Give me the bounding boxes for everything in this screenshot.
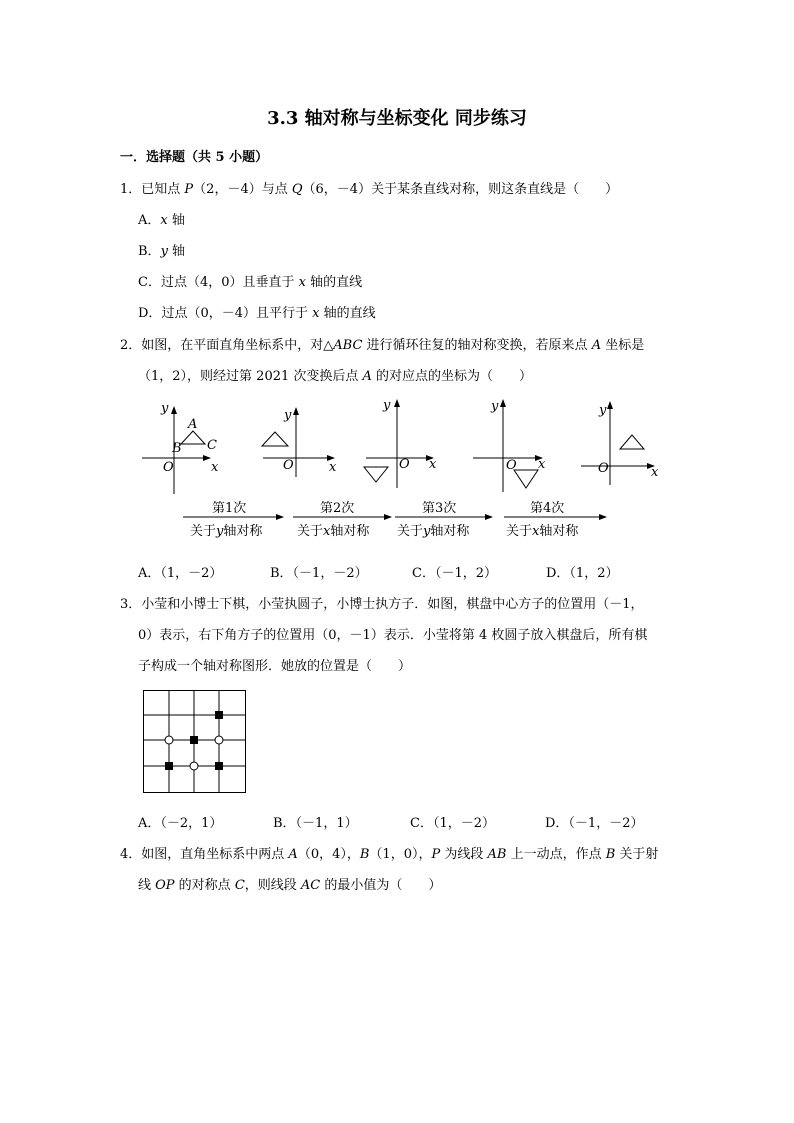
q2-text-c: 坐标是 — [601, 338, 645, 353]
rule-axis: y — [216, 524, 224, 539]
option-var: y — [160, 244, 168, 259]
round-piece — [215, 736, 223, 744]
q1-point-p: P — [184, 182, 194, 197]
point-b-label: B — [172, 441, 182, 456]
q2-option-a[interactable]: A．（1，－2） — [138, 566, 223, 581]
origin-label: O — [163, 460, 174, 475]
step-3-rule — [397, 523, 470, 539]
step-2-count: 第2次 — [320, 501, 355, 516]
coordinate-graph-3 — [364, 400, 433, 488]
q2-text-a: 如图，在平面直角坐标系中，对△ — [141, 338, 334, 353]
q3-option-d[interactable]: D．（－1，－2） — [545, 816, 644, 831]
rule-axis: x — [532, 524, 540, 539]
square-piece — [215, 711, 223, 719]
rule-axis: y — [423, 524, 431, 539]
q4-text-e: 上一动点，作点 — [506, 847, 606, 862]
square-piece-center — [190, 736, 198, 744]
option-text: 轴 — [167, 244, 186, 259]
point-c-label: C — [207, 438, 217, 453]
step-4-count: 第4次 — [530, 501, 565, 516]
q2-text-d: （1，2），则经过第 2021 次变换后点 — [138, 369, 363, 384]
q4-line-2 — [138, 874, 441, 893]
triangle-step-1 — [262, 432, 288, 446]
q2-point-a: A — [591, 338, 602, 353]
origin-label: O — [598, 461, 609, 476]
q1-option-a[interactable] — [138, 209, 185, 228]
q4-text-g: 线 — [138, 878, 156, 893]
q4-point-b: B — [359, 847, 370, 862]
q2-option-d[interactable]: D．（1，2） — [546, 566, 619, 581]
question-3 — [120, 593, 644, 612]
q4-point-b2: B — [605, 847, 616, 862]
point-a-label: A — [188, 417, 198, 432]
rule-post: 轴对称 — [223, 524, 263, 539]
q2-text-b: 进行循环往复的轴对称变换，若原来点 — [362, 338, 592, 353]
page-title: 3.3 轴对称与坐标变化 同步练习 — [267, 108, 527, 129]
q1-option-b[interactable] — [138, 240, 185, 259]
x-axis-label: x — [329, 460, 337, 475]
y-axis-label: y — [491, 399, 499, 414]
q4-point-c: C — [234, 878, 245, 893]
section-heading: 一．选择题（共 5 小题） — [120, 150, 269, 165]
q4-number: 4． — [120, 847, 142, 862]
q2-option-b[interactable]: B．（－1，－2） — [270, 566, 368, 581]
q4-text-b: （0，4）， — [297, 847, 360, 862]
rule-pre: 关于 — [190, 524, 217, 539]
coordinate-graph-4 — [473, 400, 542, 492]
round-piece — [165, 736, 173, 744]
q4-point-a: A — [288, 847, 298, 862]
question-4 — [120, 843, 658, 862]
round-piece — [190, 762, 198, 770]
q4-text-c: （1，0）， — [369, 847, 432, 862]
q4-segment-ab: AB — [487, 847, 507, 862]
triangle-abc — [181, 431, 205, 444]
step-1-count: 第1次 — [212, 501, 247, 516]
option-text: 轴的直线 — [319, 306, 376, 321]
q3-option-a[interactable]: A．（－2，1） — [138, 816, 223, 831]
rule-pre: 关于 — [297, 524, 324, 539]
q1-text-b: （2，－4）与点 — [193, 182, 292, 197]
y-axis-label: y — [284, 408, 292, 423]
q1-option-d[interactable] — [138, 302, 376, 321]
option-text: 过点（0，－4）且平行于 — [161, 306, 313, 321]
origin-label: O — [506, 458, 517, 473]
option-letter: C． — [138, 275, 161, 290]
q2-text-e: 的对应点的坐标为（ ） — [371, 369, 533, 384]
option-text: 轴的直线 — [305, 275, 363, 290]
step-2-rule — [297, 523, 370, 539]
q2-point-a2: A — [362, 369, 372, 384]
q1-text-c: （6，－4）关于某条直线对称，则这条直线是（ ） — [302, 182, 619, 197]
x-axis-label: x — [538, 457, 546, 472]
rule-post: 轴对称 — [330, 524, 370, 539]
y-axis-label: y — [161, 401, 169, 416]
q1-text-a: 已知点 — [141, 182, 185, 197]
x-axis-label: x — [211, 460, 219, 475]
rule-pre: 关于 — [397, 524, 424, 539]
q3-line-2: 0）表示，右下角方子的位置用（0，－1）表示．小莹将第 4 枚圆子放入棋盘后，所有棋 — [138, 628, 648, 643]
option-var: x — [160, 213, 168, 228]
q2-option-c[interactable]: C．（－1，2） — [412, 566, 497, 581]
q4-text-i: ，则线段 — [244, 878, 301, 893]
q3-option-c[interactable]: C．（1，－2） — [410, 816, 495, 831]
q1-option-c[interactable] — [138, 271, 362, 290]
option-var: x — [298, 275, 306, 290]
x-axis-label: x — [651, 465, 659, 480]
q2-triangle-abc: ABC — [333, 338, 363, 353]
option-letter: A． — [138, 213, 161, 228]
option-letter: D． — [138, 306, 162, 321]
q3-line-1: 小莹和小博士下棋，小莹执圆子，小博士执方子．如图，棋盘中心方子的位置用（－1， — [141, 597, 644, 612]
y-axis-label: y — [599, 403, 607, 418]
rule-post: 轴对称 — [539, 524, 579, 539]
q3-line-3: 子构成一个轴对称图形．她放的位置是（ ） — [138, 659, 412, 674]
step-3-count: 第3次 — [422, 501, 457, 516]
question-1 — [120, 178, 618, 197]
question-2 — [120, 334, 644, 353]
q2-number: 2． — [120, 338, 142, 353]
q4-text-f: 关于射 — [615, 847, 659, 862]
x-axis-label: x — [429, 457, 437, 472]
q3-chessboard — [140, 688, 250, 796]
option-var: x — [312, 306, 320, 321]
q3-option-b[interactable]: B．（－1，1） — [273, 816, 358, 831]
q4-segment-ac: AC — [300, 878, 321, 893]
q2-transformation-figure — [0, 390, 794, 550]
option-text: 轴 — [167, 213, 185, 228]
rule-pre: 关于 — [506, 524, 533, 539]
coordinate-graph-5 — [581, 402, 654, 485]
triangle-step-2 — [364, 467, 388, 482]
origin-label: O — [283, 458, 294, 473]
q4-point-p: P — [431, 847, 441, 862]
q4-ray-op: OP — [155, 878, 175, 893]
y-axis-label: y — [383, 398, 391, 413]
q3-number: 3． — [120, 597, 142, 612]
question-2-line-2 — [138, 365, 532, 384]
q1-point-q: Q — [291, 182, 303, 197]
q1-number: 1． — [120, 182, 142, 197]
q4-text-d: 为线段 — [440, 847, 488, 862]
origin-label: O — [399, 457, 410, 472]
square-piece — [215, 762, 223, 770]
step-1-rule — [190, 523, 263, 539]
square-piece — [165, 762, 173, 770]
q4-text-j: 的最小值为（ ） — [320, 878, 442, 893]
q4-text-a: 如图，直角坐标系中两点 — [141, 847, 289, 862]
triangle-step-3 — [514, 470, 538, 488]
rule-post: 轴对称 — [430, 524, 470, 539]
option-letter: B． — [138, 244, 161, 259]
q4-text-h: 的对称点 — [174, 878, 235, 893]
step-4-rule — [506, 523, 579, 539]
triangle-step-4 — [620, 435, 644, 449]
coordinate-graph-2 — [262, 408, 334, 477]
option-text: 过点（4，0）且垂直于 — [160, 275, 299, 290]
rule-axis: x — [323, 524, 331, 539]
